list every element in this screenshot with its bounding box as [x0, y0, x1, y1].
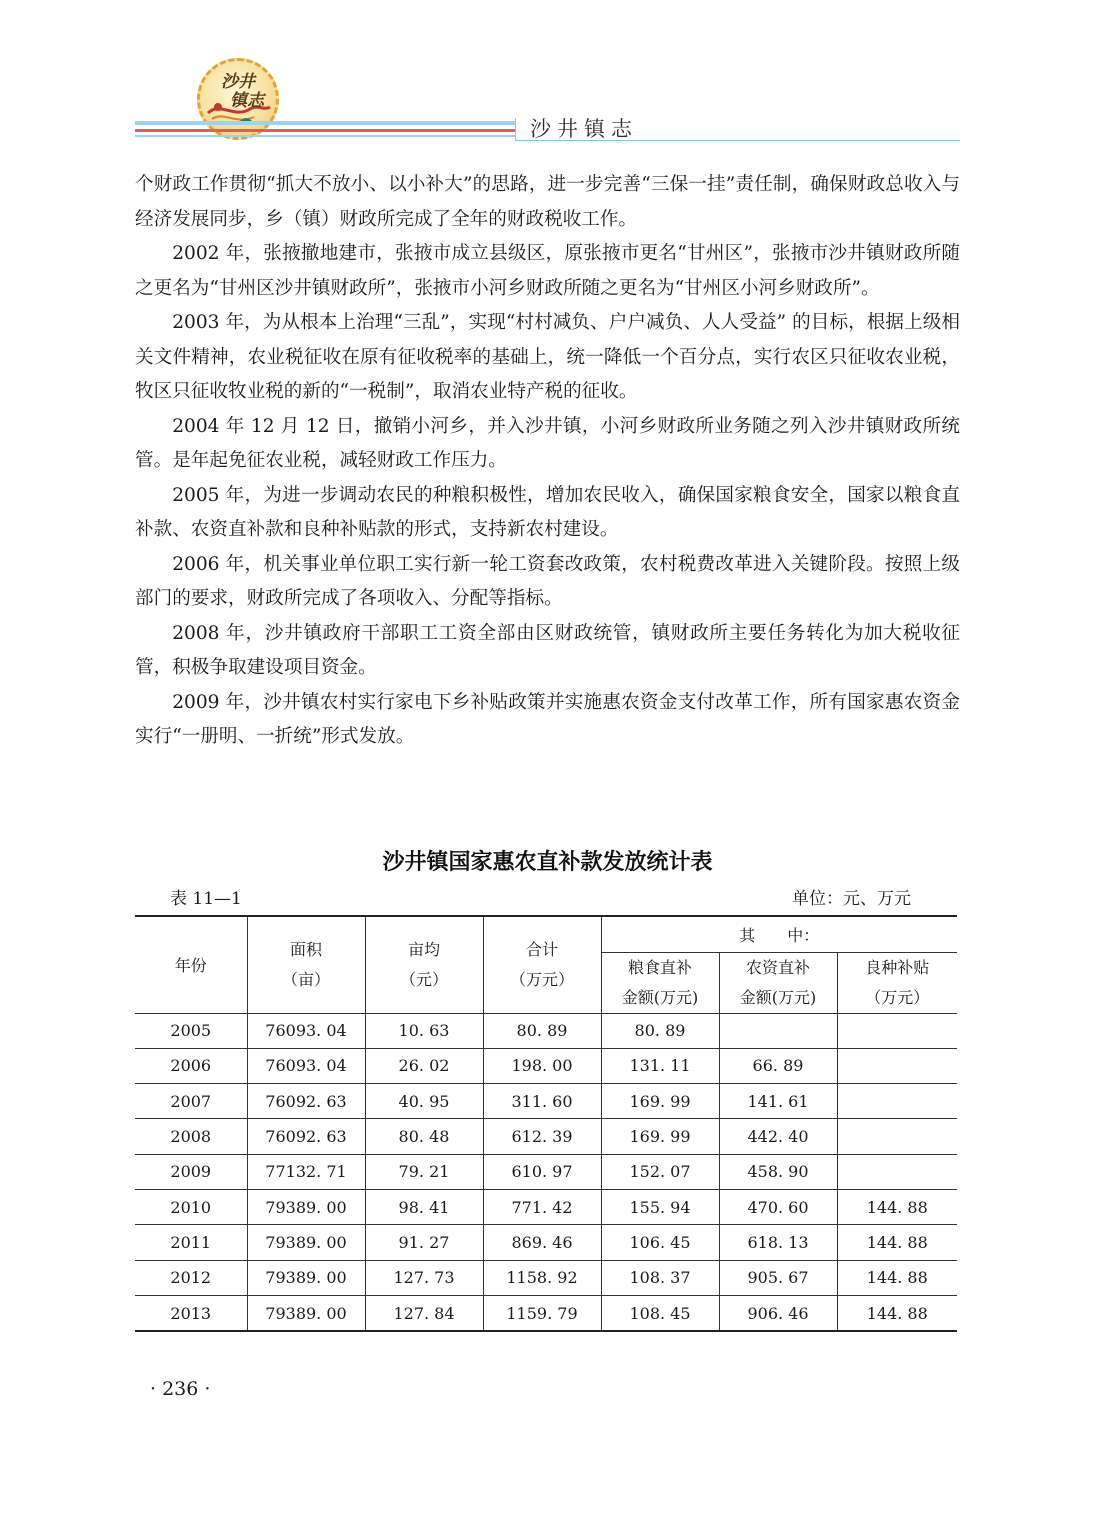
body-text	[135, 168, 960, 755]
header-grain: 粮食直补 金额(万元)	[601, 952, 719, 1013]
subsidy-table	[135, 915, 957, 1332]
table-row: 2007 76092. 63 40. 95 311. 60 169. 99 141. 61	[135, 1084, 957, 1119]
table-row: 2011 79389. 00 91. 27 869. 46 106. 45 618. 13 144. 88	[135, 1225, 957, 1260]
header-group: 其 中：	[601, 916, 957, 952]
header-year: 年份	[135, 916, 247, 1013]
book-logo	[197, 58, 279, 140]
paragraph: 2005 年，为进一步调动农民的种粮积极性，增加农民收入，确保国家粮食安全，国家以粮食直补款、农资直补款和良种补贴款的形式，支持新农村建设。	[135, 484, 960, 540]
page-header	[0, 0, 1093, 150]
table-row: 2005 76093. 04 10. 63 80. 89 80. 89	[135, 1013, 957, 1048]
table-row: 2008 76092. 63 80. 48 612. 39 169. 99 442. 40	[135, 1119, 957, 1154]
logo-text: 沙井 镇志	[221, 72, 264, 111]
table-row: 2012 79389. 00 127. 73 1158. 92 108. 37 905. 67 144. 88	[135, 1260, 957, 1295]
paragraph: 2002 年，张掖撤地建市，张掖市成立县级区，原张掖市更名“甘州区”，张掖市沙井镇财政所随之更名为“甘州区沙井镇财政所”，张掖市小河乡财政所随之更名为“甘州区小河乡财政所”。	[135, 243, 960, 299]
header-total: 合计 （万元）	[483, 916, 601, 1013]
header-rule-red	[135, 129, 515, 132]
paragraph: 2004 年 12 月 12 日，撤销小河乡，并入沙井镇，小河乡财政所业务随之列入沙井镇财政所统管。是年起免征农业税，减轻财政工作压力。	[135, 415, 960, 471]
header-per-mu: 亩均 （元）	[365, 916, 483, 1013]
table-number: 表 11—1	[170, 889, 242, 909]
paragraph: 2006 年，机关事业单位职工实行新一轮工资套改政策，农村税费改革进入关键阶段。按照上级部门的要求，财政所完成了各项收入、分配等指标。	[135, 553, 960, 609]
page-number: · 236 ·	[150, 1378, 211, 1400]
paragraph: 2009 年，沙井镇农村实行家电下乡补贴政策并实施惠农资金支付改革工作，所有国家惠农资金实行“一册明、一折统”形式发放。	[135, 691, 960, 747]
header-divider	[515, 118, 516, 140]
table-row: 2010 79389. 00 98. 41 771. 42 155. 94 470. 60 144. 88	[135, 1189, 957, 1224]
table-unit: 单位：元、万元	[792, 889, 911, 909]
table-row: 2013 79389. 00 127. 84 1159. 79 108. 45 906. 46 144. 88	[135, 1295, 957, 1331]
header-rule-blue-thin	[135, 135, 515, 137]
book-title: 沙井镇志	[530, 117, 638, 141]
paragraph: 2003 年，为从根本上治理“三乱”，实现“村村减负、户户减负、人人受益” 的目标，根据上级相关文件精神，农业税征收在原有征收税率的基础上，统一降低一个百分点，实行农区只征收农业税，牧区只征收牧业税的新的“一税制”，取消农业特产税的征收。	[135, 312, 960, 402]
table-title: 沙井镇国家惠农直补款发放统计表	[382, 850, 713, 875]
header-seed: 良种补贴 （万元）	[837, 952, 957, 1013]
header-area: 面积 （亩）	[247, 916, 365, 1013]
table-row: 2006 76093. 04 26. 02 198. 00 131. 11 66. 89	[135, 1048, 957, 1083]
table-row: 2009 77132. 71 79. 21 610. 97 152. 07 458. 90	[135, 1154, 957, 1189]
paragraph: 个财政工作贯彻“抓大不放小、以小补大”的思路，进一步完善“三保一挂”责任制，确保财政总收入与经济发展同步，乡（镇）财政所完成了全年的财政税收工作。	[135, 174, 960, 230]
paragraph: 2008 年，沙井镇政府干部职工工资全部由区财政统管，镇财政所主要任务转化为加大税收征管，积极争取建设项目资金。	[135, 622, 960, 678]
header-rule-blue	[135, 121, 515, 125]
header-agri: 农资直补 金额(万元)	[719, 952, 837, 1013]
